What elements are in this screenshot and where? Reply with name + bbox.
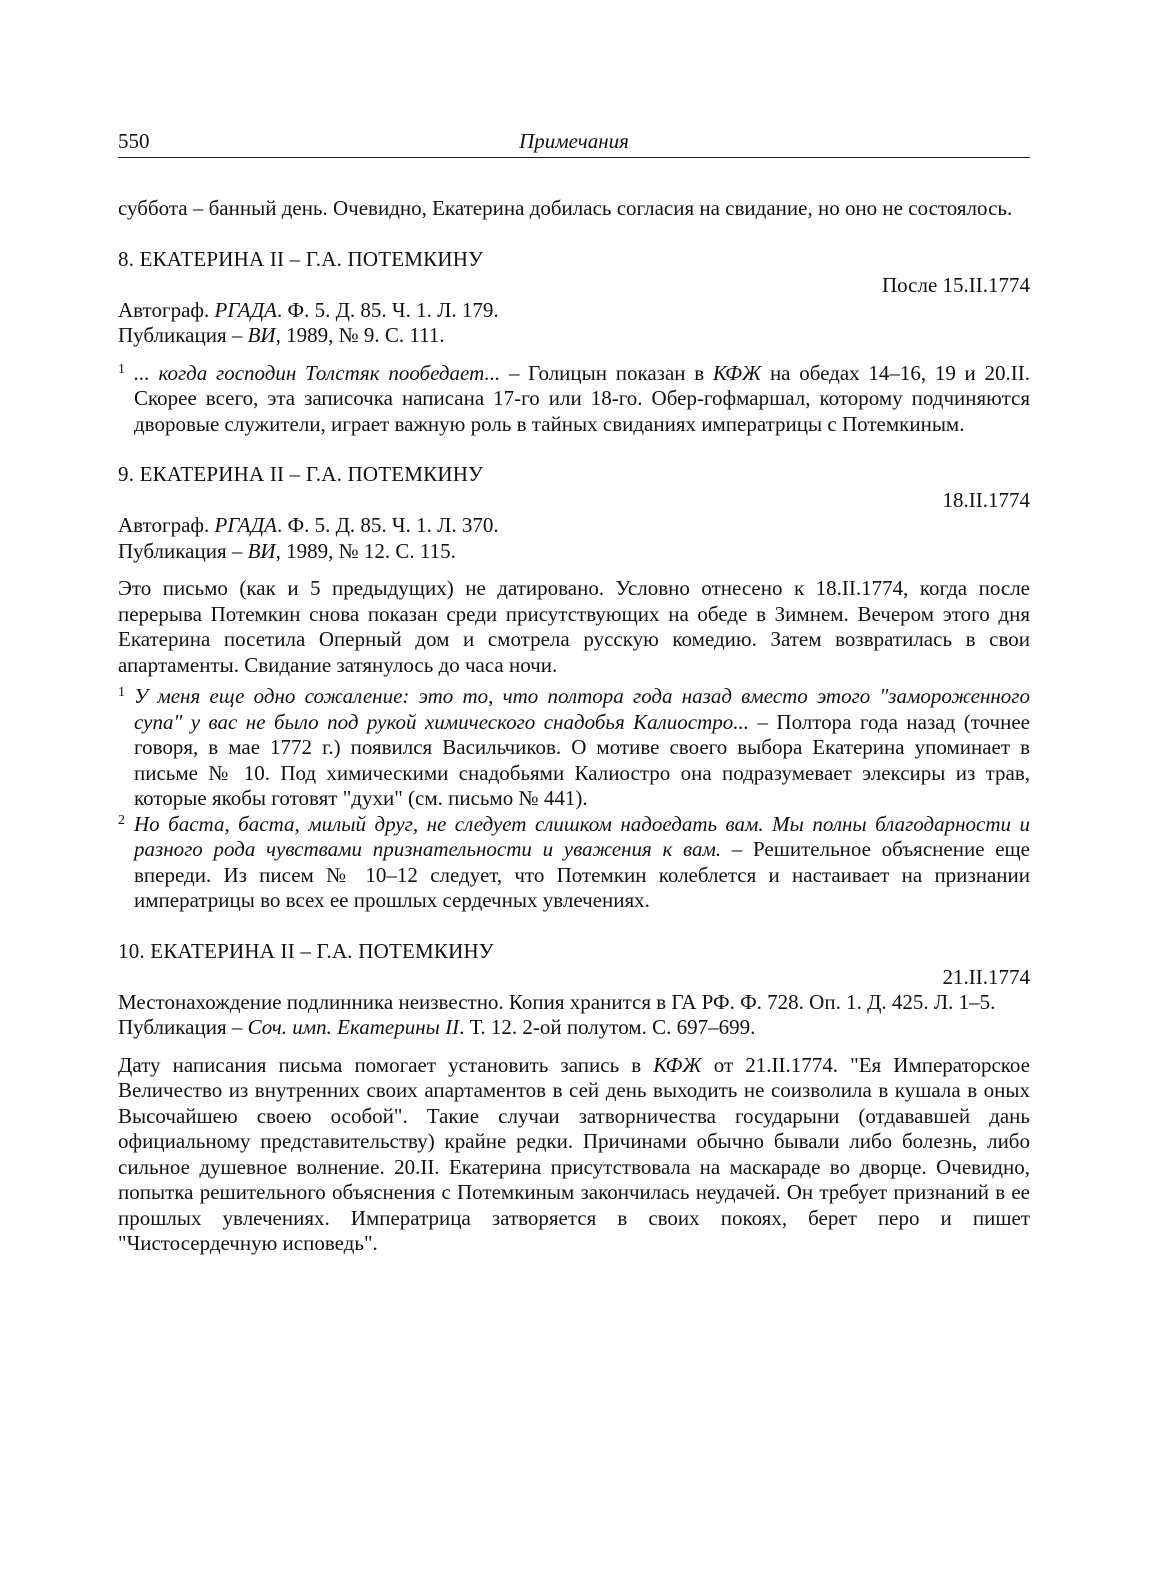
- section-heading: 9. ЕКАТЕРИНА II – Г.А. ПОТЕМКИНУ: [118, 462, 484, 486]
- section-date: 18.II.1774: [942, 488, 1030, 512]
- footnote-2: 2 Но баста, баста, милый друг, не следует слишком надоедать вам. Мы полны благодарности и разного рода чувствами признательности и уважения к вам. – Решительное объяснение еще впереди. Из писем № 10–12 следует, что Потемкин колеблется и настаивает на признании императрицы во всех ее прошлых сердечных увлечениях.: [118, 812, 1030, 914]
- publication-line: Публикация – Соч. имп. Екатерины II. Т. 12. 2-ой полутом. С. 697–699.: [118, 1015, 756, 1039]
- section-8: [118, 246, 1030, 438]
- section-heading: 10. ЕКАТЕРИНА II – Г.А. ПОТЕМКИНУ: [118, 938, 494, 963]
- section-date: 21.II.1774: [942, 964, 1030, 989]
- section-date: После 15.II.1774: [881, 272, 1030, 297]
- footnote-1: 1 У меня еще одно сожаление: это то, что полтора года назад вместо этого "замороженного супа" у вас не было под рукой химического снадобья Калиостро... – Полтора года назад (точнее говоря, в мае 1772 г.) появился Васильчиков. О мотиве своего выбора Екатерина упоминает в письме № 10. Под химическими снадобьями Калиостро она подразумевает элексиры из трав, которые якобы готовят "духи" (см. письмо № 441).: [118, 684, 1030, 812]
- section-body: Дату написания письма помогает установить запись в КФЖ от 21.II.1774. "Ея Императорское Величество из внутренних своих апартаментов в сей день выходить не соизволила в кушала в оных Высочайшею своею особой". Такие случаи затворничества государыни (отдававшей дань официальному представительству) крайне редки. Причинами обычно бывали либо болезнь, либо сильное душевное волнение. 20.II. Екатерина присутствовала на маскараде во дворце. Очевидно, попытка решительного объяснения с Потемкиным закончилась неудачей. Он требует признаний в ее прошлых увлечениях. Императрица затворяется в своих покоях, берет перо и пишет "Чистосердечную исповедь".: [118, 1052, 1031, 1255]
- section-heading: 8. ЕКАТЕРИНА II – Г.А. ПОТЕМКИНУ: [118, 246, 484, 271]
- footnote-number: 2: [118, 812, 125, 828]
- location-line: Местонахождение подлинника неизвестно. Копия хранится в ГА РФ. Ф. 728. Оп. 1. Д. 425. Л. 1–5.: [118, 989, 996, 1014]
- footnote-number: 1: [118, 361, 125, 377]
- journal-name: ВИ: [247, 323, 276, 347]
- footnote-quote: ... когда господин Толстяк пообедает...: [134, 360, 501, 385]
- publication-line: Публикация – ВИ, 1989, № 12. С. 115.: [118, 538, 456, 563]
- footnote-1: 1 ... когда господин Толстяк пообедает... – Голицын показан в КФЖ на обедах 14–16, 19 и 20.II. Скорее всего, эта записочка написана 17-го или 18-го. Обер-гофмаршал, которому подчиняются дворовые служители, играет важную роль в тайных свиданиях императрицы с Потемкиным.: [118, 361, 1030, 438]
- header-rule: [118, 157, 1030, 158]
- running-head: [118, 128, 1030, 158]
- source-line: Автограф. РГАДА. Ф. 5. Д. 85. Ч. 1. Л. 370.: [118, 513, 499, 537]
- intro-paragraph: суббота – банный день. Очевидно, Екатерина добилась согласия на свидание, но оно не состоялось.: [118, 196, 1013, 220]
- publication-title: Соч. имп. Екатерины II: [247, 1015, 460, 1039]
- footnote-quote: У меня еще одно сожаление: это то, что полтора года назад вместо этого "замороженного супа" у вас не было под рукой химического снадобья Калиостро...: [134, 684, 1030, 734]
- footnote-quote: Но баста, баста, милый друг, не следует слишком надоедать вам. Мы полны благодарности и разного рода чувствами признательности и уважения к вам.: [134, 811, 1030, 861]
- section-9: [118, 461, 1030, 914]
- archive-name: РГАДА: [214, 513, 278, 537]
- footnote-number: 1: [118, 685, 125, 700]
- archive-name: РГАДА: [214, 297, 278, 322]
- source-line: Автограф. РГАДА. Ф. 5. Д. 85. Ч. 1. Л. 179.: [118, 297, 499, 322]
- publication-line: Публикация – ВИ, 1989, № 9. С. 111.: [118, 323, 445, 347]
- page: [118, 128, 1030, 1257]
- running-title: Примечания: [519, 129, 629, 153]
- page-number: 550: [118, 129, 150, 153]
- section-body: Это письмо (как и 5 предыдущих) не датировано. Условно отнесено к 18.II.1774, когда после перерыва Потемкин снова показан среди присутствующих на обеде в Зимнем. Вечером этого дня Екатерина посетила Оперный дом и смотрела русскую комедию. Затем возвратилась в свои апартаменты. Свидание затянулось до часа ночи.: [118, 576, 1030, 677]
- section-10: [118, 938, 1030, 1257]
- journal-name: ВИ: [247, 538, 276, 563]
